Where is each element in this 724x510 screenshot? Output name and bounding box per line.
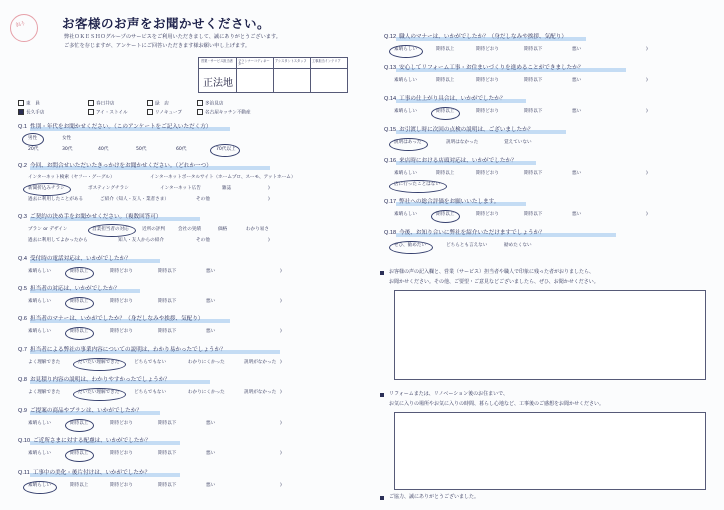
q8-answer-circle [73, 388, 126, 401]
q16-opt-3[interactable]: 期待どおり [476, 171, 499, 176]
q12-opt-5[interactable]: 悪い [572, 47, 582, 52]
intro-line-1: 弊社ＯＫＥＳＨＯグループのサービスをご利用いただきまして、誠にありがとうございます。 [64, 34, 281, 40]
question-q7: Q.7 担当者による弊社の事業内容についての説明は、わかり易かったでしょうか？ [18, 347, 226, 353]
q3-opt-record[interactable]: 会社の実績 [178, 227, 201, 232]
q14-opt-3[interactable]: 期待どおり [476, 109, 499, 114]
q8-close-paren: ) [280, 390, 282, 395]
question-q18: Q.18 今後、お知り合いに弊社を紹介いただけますでしょうか？ [384, 230, 545, 236]
q5-close-paren: ) [280, 299, 282, 304]
q12-close-paren: ) [646, 47, 648, 52]
q11-opt-4[interactable]: 期待以下 [158, 483, 177, 488]
branch-1: 東 員 [18, 100, 40, 107]
q16-opt-6[interactable]: 店に行ったことはない [394, 182, 440, 187]
q12-opt-3[interactable]: 期待どおり [476, 47, 499, 52]
q7-opt-1[interactable]: よく理解できた [28, 360, 61, 365]
q3-opt-other[interactable]: その他 [196, 238, 210, 243]
q11-opt-3[interactable]: 期待どおり [110, 483, 133, 488]
q16-opt-1[interactable]: 素晴らしい [394, 171, 417, 176]
q11-opt-5[interactable]: 悪い [206, 483, 216, 488]
q16-answer-circle [389, 180, 447, 193]
question-q6: Q.6 担当者のマナーは、いかがでしたか？（身だしなみや挨拶、気配り） [18, 316, 204, 322]
comment-1-line-2: お聞かせください。その他、ご要望・ご意見などございましたら、ぜひ、お聞かせください。 [389, 279, 599, 285]
q5-answer-circle [65, 297, 94, 310]
q14-close-paren: ) [646, 109, 648, 114]
question-q13: Q.13 安心してリフォーム工事・お住まいづくりを進めることができましたか？ [384, 65, 584, 71]
q6-opt-4[interactable]: 期待以下 [158, 329, 177, 334]
q1-opt-60s[interactable]: 60代 [176, 147, 187, 152]
q5-opt-1[interactable]: 素晴らしい [28, 299, 51, 304]
q9-opt-3[interactable]: 期待どおり [110, 421, 133, 426]
q2-opt-referral[interactable]: ご紹介（知人・友人・業者さま） [100, 197, 169, 202]
q10-close-paren: ) [280, 451, 282, 456]
comment-1-line-1: お客様の声の記入欄と、営業（サービス）担当者や職人で印象に残った者がおりましたら、 [389, 269, 595, 275]
q13-opt-2[interactable]: 期待以上 [436, 78, 455, 83]
q12-answer-circle [389, 45, 423, 58]
q17-opt-1[interactable]: 素晴らしい [394, 212, 417, 217]
q15-opt-3[interactable]: 覚えていない [504, 140, 532, 145]
q1-opt-20s[interactable]: 20代 [28, 147, 39, 152]
q14-answer-circle [431, 107, 460, 120]
page-title: お客様のお声をお聞かせください。 [62, 16, 271, 31]
q12-opt-4[interactable]: 期待以下 [524, 47, 543, 52]
q11-close-paren: ) [280, 483, 282, 488]
q14-opt-5[interactable]: 悪い [572, 109, 582, 114]
q16-opt-2[interactable]: 期待以上 [436, 171, 455, 176]
q18-opt-3[interactable]: 勧めたくない [504, 243, 532, 248]
form-header-3: アシスタントスタッフ [275, 59, 307, 63]
q15-answer-circle [389, 138, 428, 151]
q14-opt-4[interactable]: 期待以下 [524, 109, 543, 114]
comment-2-bullet [380, 393, 384, 397]
intro-line-2: ご多忙を存じますが、アンケートにご回答いただきます様お願い申し上げます。 [64, 43, 251, 49]
q12-opt-2[interactable]: 期待以上 [436, 47, 455, 52]
question-q4: Q.4 受付時の電話対応は、いかがでしたか？ [18, 256, 131, 262]
comment-1-textarea[interactable] [394, 290, 706, 380]
q1-opt-male[interactable]: 男性 [28, 136, 38, 141]
q3-opt-clarity[interactable]: わかり易さ [246, 227, 269, 232]
q7-opt-3[interactable]: どちらでもない [134, 360, 167, 365]
q12-opt-1[interactable]: 素晴らしい [394, 47, 417, 52]
q2-close-paren-1: ) [268, 186, 270, 191]
q8-opt-5[interactable]: 説明がなかった [244, 390, 277, 395]
question-q8: Q.8 お見積り内容の説明は、わかりやすかったでしょうか？ [18, 377, 170, 383]
question-q15: Q.15 お引渡し時に次回の点検の説明は、ございましたか？ [384, 127, 534, 133]
q4-opt-3[interactable]: 期待どおり [110, 269, 133, 274]
question-q14: Q.14 工事の仕上がり具合は、いかがでしたか？ [384, 96, 506, 102]
q8-opt-1[interactable]: よく理解できた [28, 390, 61, 395]
question-q2: Q.2 今回、お問合せいただいたきっかけをお聞かせください。（どれか一つ） [18, 163, 212, 169]
stamp-mark [10, 14, 38, 42]
q9-close-paren: ) [280, 421, 282, 426]
q17-close-paren: ) [646, 212, 648, 217]
q16-close-paren: ) [646, 171, 648, 176]
question-q12: Q.12 職人のマナーは、いかがでしたか？（身だしなみや挨拶、気配り） [384, 34, 567, 40]
q5-opt-3[interactable]: 期待どおり [110, 299, 133, 304]
form-header-2: プランナーコディネーター [238, 59, 270, 67]
staff-form [198, 57, 348, 93]
q3-opt-plan[interactable]: プラン or デザイン [28, 227, 68, 232]
q2-opt-posting[interactable]: ポスティングチラシ [88, 186, 129, 191]
q8-opt-4[interactable]: わかりにくかった [188, 390, 225, 395]
q4-opt-1[interactable]: 素晴らしい [28, 269, 51, 274]
stamp-text: ﾎﾚﾄ [15, 19, 26, 30]
branch-8: 名古屋キッチン不動産 [197, 109, 251, 116]
question-q11: Q.11 工事中の美化・後片付けは、いかがでしたか？ [18, 470, 151, 476]
q17-answer-circle [431, 210, 460, 223]
q15-opt-2[interactable]: 説明はなかった [446, 140, 479, 145]
q9-opt-1[interactable]: 素晴らしい [28, 421, 51, 426]
q17-opt-2[interactable]: 期待以上 [436, 212, 455, 217]
q17-opt-3[interactable]: 期待どおり [476, 212, 499, 217]
q15-opt-1[interactable]: 説明はあった [394, 140, 422, 145]
q16-opt-5[interactable]: 悪い [572, 171, 582, 176]
q18-answer-circle [389, 241, 433, 254]
comment-2-textarea[interactable] [394, 412, 706, 490]
form-header-1: 営業・サービス担当者 [201, 59, 233, 63]
q8-opt-2[interactable]: だいたい理解できた [78, 390, 120, 395]
question-q17: Q.17 弊社への総合評価をお願いいたします。 [384, 199, 500, 205]
q14-opt-1[interactable]: 素晴らしい [394, 109, 417, 114]
q4-answer-circle [65, 267, 94, 280]
q5-opt-4[interactable]: 期待以下 [158, 299, 177, 304]
q10-opt-1[interactable]: 素晴らしい [28, 451, 51, 456]
q1-opt-30s[interactable]: 30代 [62, 147, 73, 152]
q5-opt-5[interactable]: 悪い [206, 299, 216, 304]
q3-opt-friend[interactable]: 知人・友人からの紹介 [118, 238, 164, 243]
q13-opt-1[interactable]: 素晴らしい [394, 78, 417, 83]
q4-opt-5[interactable]: 悪い [206, 269, 216, 274]
q10-opt-2[interactable]: 期待以上 [70, 451, 89, 456]
q9-opt-4[interactable]: 期待以下 [158, 421, 177, 426]
q1-answer-circle-70s [210, 144, 240, 157]
question-q16: Q.16 来店時における店頭対応は、いかがでしたか？ [384, 158, 517, 164]
q13-close-paren: ) [646, 78, 648, 83]
comment-1-bullet [380, 271, 384, 275]
q3-opt-price[interactable]: 価格 [218, 227, 228, 232]
q10-answer-circle [65, 449, 94, 462]
q7-opt-5[interactable]: 説明がなかった [244, 360, 277, 365]
q11-answer-circle [23, 481, 57, 494]
q10-opt-4[interactable]: 期待以下 [158, 451, 177, 456]
q2-opt-previous[interactable]: 過去に利用したことがある [28, 197, 84, 202]
q10-opt-3[interactable]: 期待どおり [110, 451, 133, 456]
question-q10: Q.10 ご近所さまに対する配慮は、いかがでしたか？ [18, 438, 151, 444]
q2-answer-circle [23, 183, 71, 196]
q16-opt-4[interactable]: 期待以下 [524, 171, 543, 176]
branch-7: リノキューブ [147, 109, 182, 116]
q18-opt-2[interactable]: どちらとも言えない [446, 243, 488, 248]
q9-opt-2[interactable]: 期待以上 [70, 421, 89, 426]
q17-opt-4[interactable]: 期待以下 [524, 212, 543, 217]
q8-opt-3[interactable]: どちらでもない [134, 390, 167, 395]
q3-close-paren: ) [268, 238, 270, 243]
q1-opt-female[interactable]: 女性 [62, 136, 72, 141]
q13-opt-4[interactable]: 期待以下 [524, 78, 543, 83]
q1-opt-50s[interactable]: 50代 [136, 147, 147, 152]
q17-opt-5[interactable]: 悪い [572, 212, 582, 217]
q7-answer-circle [73, 358, 126, 371]
q6-close-paren: ) [280, 329, 282, 334]
q1-opt-40s[interactable]: 40代 [98, 147, 109, 152]
q4-opt-2[interactable]: 期待以上 [70, 269, 89, 274]
q3-opt-past[interactable]: 過去に利用してよかったから [28, 238, 88, 243]
q13-opt-5[interactable]: 悪い [572, 78, 582, 83]
q2-close-paren-2: ) [268, 197, 270, 202]
q14-opt-2[interactable]: 期待以上 [436, 109, 455, 114]
q7-opt-2[interactable]: だいたい理解できた [78, 360, 120, 365]
q7-close-paren: ) [280, 360, 282, 365]
q2-opt-magazine[interactable]: 雑誌 [222, 186, 232, 191]
q2-opt-flyer[interactable]: 新聞折込みチラシ [28, 186, 65, 191]
q2-opt-other[interactable]: その他 [196, 197, 210, 202]
q13-opt-3[interactable]: 期待どおり [476, 78, 499, 83]
question-q9: Q.9 ご提案の商品やプランは、いかがでしたか？ [18, 408, 142, 414]
q4-opt-4[interactable]: 期待以下 [158, 269, 177, 274]
q2-opt-web-ad[interactable]: インターネット広告 [160, 186, 201, 191]
branch-6: アイ・ストイル [88, 109, 128, 116]
q9-opt-5[interactable]: 悪い [206, 421, 216, 426]
branch-4: 多治見店 [197, 100, 223, 107]
branch-3: 緑 店 [147, 100, 169, 107]
question-q3: Q.3 ご契約の決め手をお聞かせください。（複数回答可） [18, 214, 162, 220]
q3-opt-staff[interactable]: 営業担当者の対応 [92, 227, 129, 232]
q10-opt-5[interactable]: 悪い [206, 451, 216, 456]
branch-5: 長久手店 [18, 109, 44, 116]
q11-opt-2[interactable]: 期待以上 [70, 483, 89, 488]
q7-opt-4[interactable]: わかりにくかった [188, 360, 225, 365]
q5-opt-2[interactable]: 期待以上 [70, 299, 89, 304]
branch-2: 春日井店 [88, 100, 114, 107]
q18-opt-1[interactable]: ぜひ、勧めたい [394, 243, 426, 248]
comment-2-line-2: お気に入りの場所やお気に入りの時間、暮らし心地など、工事後のご感想をお聞かせください。 [389, 401, 605, 407]
q3-answer-circle [88, 224, 136, 237]
q1-opt-70s[interactable]: 70代以上 [216, 147, 236, 152]
question-q5: Q.5 担当者の対応は、いかがでしたか？ [18, 286, 120, 292]
q6-opt-1[interactable]: 素晴らしい [28, 329, 51, 334]
q1-answer-circle-male [22, 133, 44, 146]
comment-2-line-1: リフォームまたは、リノベーション後のお住まいで、 [389, 391, 509, 397]
q6-opt-5[interactable]: 悪い [206, 329, 216, 334]
q6-opt-2[interactable]: 期待以上 [70, 329, 89, 334]
question-q1: Q.1 性別・年代をお聞かせください。（このアンケートをご記入いただく方） [18, 124, 212, 130]
q2-opt-portal[interactable]: インターネットポータルサイト（ホームプロ、スーモ、アットホーム） [150, 175, 296, 180]
q11-opt-1[interactable]: 素晴らしい [28, 483, 51, 488]
handwritten-staff-name: 正法地 [203, 78, 233, 89]
q6-opt-3[interactable]: 期待どおり [110, 329, 133, 334]
q6-answer-circle [65, 327, 94, 340]
closing-message: ご協力、誠にありがとうございました。 [389, 494, 480, 500]
q3-opt-reputation[interactable]: 近所の評判 [142, 227, 165, 232]
q2-opt-search[interactable]: インターネット検索（ヤフー・グーグル） [28, 175, 115, 180]
closing-bullet [380, 496, 384, 500]
form-header-4: 工事担当インテリア [312, 59, 341, 63]
q4-close-paren: ) [280, 269, 282, 274]
q9-answer-circle [65, 419, 94, 432]
